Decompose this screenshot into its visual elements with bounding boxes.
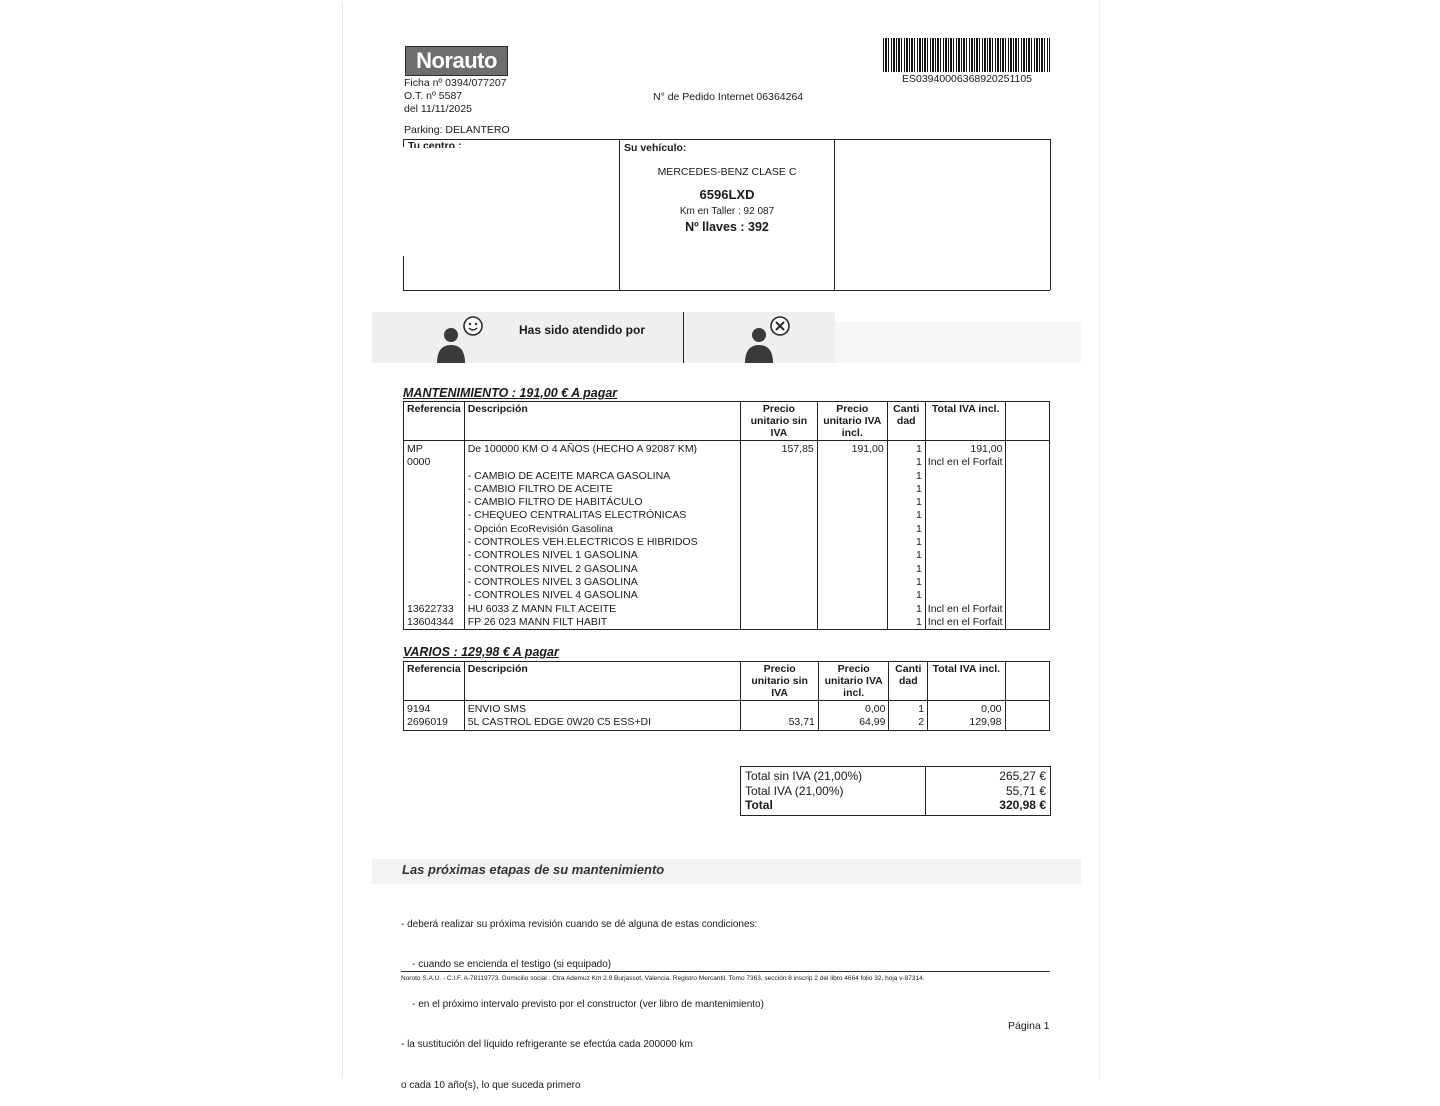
table-row [404, 549, 1050, 562]
cell-empty [1006, 441, 1050, 457]
col-header: Descripción [464, 402, 740, 441]
col-header: Descripción [464, 662, 741, 701]
centro-label: Tu centro : [408, 140, 462, 148]
col-header: Cantidad [887, 402, 925, 441]
mantenimiento-table [403, 401, 1050, 630]
cell-price-sin-iva [741, 483, 818, 496]
table-row [404, 509, 1050, 522]
cell-empty [1006, 536, 1050, 549]
iva-value: 55,71 € [1005, 783, 1046, 798]
legal-footer: Noroto S.A.U. - C.I.F. A-78119773. Domicilio social : Ctra Ademuz Km 2.9 Burjassot, Valencia. Registro Mercantil. Tomo 7363, sección 8 inscrip 2 del libro 4664 folio 32, hoja v-87314. [401, 975, 925, 982]
col-header: Precio unitario IVA incl. [817, 402, 887, 441]
cell-total [925, 576, 1006, 589]
cell-price-sin-iva: 157,85 [741, 441, 818, 457]
col-header: Referencia [404, 402, 465, 441]
cell-reference [404, 589, 465, 602]
cell-reference: 9194 [404, 701, 465, 717]
cell-total: 0,00 [928, 701, 1005, 717]
cell-price-sin-iva [741, 589, 818, 602]
subtotal-value: 265,27 € [999, 769, 1046, 783]
cell-quantity: 1 [887, 549, 925, 562]
cell-total [925, 496, 1006, 509]
varios-table-wrap [403, 661, 1050, 731]
cell-description: - Opción EcoRevisión Gasolina [464, 523, 740, 536]
cell-price-sin-iva [741, 470, 818, 483]
next-steps-line: - la sustitución del líquido refrigerante se efectúa cada 200000 km [401, 1039, 693, 1051]
cell-quantity: 1 [889, 701, 928, 717]
col-header: Total IVA incl. [925, 402, 1006, 441]
ficha-number: Ficha nº 0394/077207 [404, 77, 507, 89]
cell-price-sin-iva [741, 616, 818, 630]
cell-total: 129,98 [928, 716, 1005, 730]
cell-empty [1006, 470, 1050, 483]
cell-price-sin-iva: 53,71 [741, 716, 819, 730]
next-steps-title: Las próximas etapas de su mantenimiento [402, 862, 665, 877]
order-number: N° de Pedido Internet 06364264 [653, 91, 804, 103]
box-divider [403, 139, 404, 147]
cell-price-iva [817, 603, 887, 616]
cell-total [925, 536, 1006, 549]
barcode-icon [883, 38, 1050, 72]
cell-total [925, 523, 1006, 536]
table-row [404, 441, 1050, 457]
col-header: Precio unitario IVA incl. [818, 662, 889, 701]
cell-quantity: 1 [887, 470, 925, 483]
cell-empty [1005, 716, 1049, 730]
attended-label: Has sido atendido por [519, 323, 646, 337]
iva-label: Total IVA (21,00%) [741, 784, 926, 799]
cell-quantity: 1 [887, 483, 925, 496]
cell-reference [404, 496, 465, 509]
cell-total [925, 470, 1006, 483]
cell-price-sin-iva [741, 456, 818, 469]
cell-description: - CAMBIO FILTRO DE ACEITE [464, 483, 740, 496]
cell-description: - CAMBIO FILTRO DE HABITÁCULO [464, 496, 740, 509]
cell-total [925, 509, 1006, 522]
totals-table [740, 766, 1051, 816]
cell-quantity: 1 [887, 563, 925, 576]
cell-total: Incl en el Forfait [925, 603, 1006, 616]
license-plate: 6596LXD [699, 187, 755, 202]
table-row [404, 616, 1050, 630]
col-header: Precio unitario sin IVA [741, 402, 818, 441]
next-steps-line: - en el próximo intervalo previsto por el constructor (ver libro de mantenimiento) [401, 999, 764, 1011]
cell-price-sin-iva [741, 523, 818, 536]
cell-price-iva: 0,00 [818, 701, 889, 717]
cell-description: ENVIO SMS [464, 701, 741, 717]
cell-price-sin-iva [741, 496, 818, 509]
cell-empty [1006, 589, 1050, 602]
cell-empty [1006, 576, 1050, 589]
cell-price-iva: 64,99 [818, 716, 889, 730]
cell-quantity: 1 [887, 616, 925, 630]
box-divider [1050, 139, 1051, 290]
mileage: Km en Taller : 92 087 [679, 206, 775, 217]
cell-reference [404, 536, 465, 549]
cell-empty [1006, 483, 1050, 496]
col-header [1005, 662, 1049, 701]
cell-price-sin-iva [741, 536, 818, 549]
cell-reference [404, 523, 465, 536]
cell-description: - CHEQUEO CENTRALITAS ELECTRÓNICAS [464, 509, 740, 522]
cell-price-sin-iva [741, 603, 818, 616]
mantenimiento-title: MANTENIMIENTO : 191,00 € A pagar [403, 386, 618, 400]
table-row [404, 483, 1050, 496]
totals-box-wrap [740, 766, 1051, 816]
cell-empty [1006, 523, 1050, 536]
cell-description: - CONTROLES NIVEL 3 GASOLINA [464, 576, 740, 589]
col-header [1006, 402, 1050, 441]
cell-reference: 0000 [404, 456, 465, 469]
cell-price-iva [817, 616, 887, 630]
cell-reference: 13604344 [404, 616, 465, 630]
attended-divider [683, 312, 684, 363]
cell-empty [1005, 701, 1049, 717]
cell-description: - CAMBIO DE ACEITE MARCA GASOLINA [464, 470, 740, 483]
cell-empty [1006, 496, 1050, 509]
table-row [404, 716, 1050, 730]
col-header: Cantidad [889, 662, 928, 701]
col-header: Precio unitario sin IVA [741, 662, 819, 701]
cell-reference: MP [404, 441, 465, 457]
cell-description: - CONTROLES VEH.ELECTRICOS E HIBRIDOS [464, 536, 740, 549]
keys-number: Nº llaves : 392 [685, 220, 769, 234]
cell-empty [1006, 563, 1050, 576]
table-row [404, 470, 1050, 483]
page-number: Página 1 [1008, 1020, 1050, 1032]
cell-quantity: 1 [887, 509, 925, 522]
box-divider [834, 139, 835, 290]
cell-price-sin-iva [741, 701, 819, 717]
cell-total: 191,00 [925, 441, 1006, 457]
cell-reference [404, 470, 465, 483]
cell-quantity: 1 [887, 496, 925, 509]
cell-reference: 13622733 [404, 603, 465, 616]
table-row [404, 563, 1050, 576]
cell-quantity: 1 [887, 576, 925, 589]
cell-total [925, 563, 1006, 576]
cell-price-iva [817, 496, 887, 509]
barcode-number: ES03940006368920251105 [902, 73, 1033, 85]
mantenimiento-table-wrap [403, 401, 1050, 630]
cell-empty [1006, 549, 1050, 562]
cell-quantity: 1 [887, 441, 925, 457]
varios-table [403, 661, 1050, 731]
norauto-logo: Norauto [405, 46, 508, 76]
cell-price-iva [817, 456, 887, 469]
cell-price-sin-iva [741, 509, 818, 522]
cell-reference: 2696019 [404, 716, 465, 730]
cell-empty [1006, 509, 1050, 522]
cell-price-sin-iva [741, 549, 818, 562]
table-row [404, 523, 1050, 536]
cell-price-iva [817, 549, 887, 562]
cell-total: Incl en el Forfait [925, 456, 1006, 469]
varios-title: VARIOS : 129,98 € A pagar [403, 645, 559, 659]
subtotal-label: Total sin IVA (21,00%) [741, 767, 926, 784]
vehiculo-label: Su vehículo: [624, 142, 687, 154]
cell-description [464, 456, 740, 469]
cell-empty [1006, 456, 1050, 469]
footer-divider [401, 971, 1050, 972]
cell-price-iva [817, 589, 887, 602]
cell-description: HU 6033 Z MANN FILT ACEITE [464, 603, 740, 616]
cell-reference [404, 509, 465, 522]
col-header: Referencia [404, 662, 465, 701]
table-row [404, 536, 1050, 549]
cell-total [925, 589, 1006, 602]
cell-description: FP 26 023 MANN FILT HABIT [464, 616, 740, 630]
parking-info: Parking: DELANTERO [404, 124, 510, 136]
cell-price-iva: 191,00 [817, 441, 887, 457]
cell-price-sin-iva [741, 563, 818, 576]
cell-quantity: 2 [889, 716, 928, 730]
cell-total [925, 549, 1006, 562]
total-label: Total [741, 798, 926, 815]
cell-description: - CONTROLES NIVEL 1 GASOLINA [464, 549, 740, 562]
table-row [404, 603, 1050, 616]
ot-number: O.T. nº 5587 [404, 90, 463, 102]
cell-empty [1006, 603, 1050, 616]
cell-price-iva [817, 536, 887, 549]
next-steps-text [401, 891, 764, 1106]
cell-price-sin-iva [741, 576, 818, 589]
cell-quantity: 1 [887, 456, 925, 469]
vehicle-model: MERCEDES-BENZ CLASE C [657, 166, 797, 178]
cell-description: - CONTROLES NIVEL 4 GASOLINA [464, 589, 740, 602]
table-row [404, 496, 1050, 509]
cell-description: De 100000 KM O 4 AÑOS (HECHO A 92087 KM) [464, 441, 740, 457]
cell-quantity: 1 [887, 523, 925, 536]
cell-total [925, 483, 1006, 496]
cell-empty [1006, 616, 1050, 630]
next-steps-line: - cuando se encienda el testigo (si equipado) [401, 959, 612, 971]
cell-description: - CONTROLES NIVEL 2 GASOLINA [464, 563, 740, 576]
cell-reference [404, 576, 465, 589]
unknown-person-icon [742, 315, 792, 368]
table-row [404, 701, 1050, 717]
cell-price-iva [817, 509, 887, 522]
cell-reference [404, 549, 465, 562]
cell-total: Incl en el Forfait [925, 616, 1006, 630]
next-steps-line: - deberá realizar su próxima revisión cuando se dé alguna de estas condiciones: [401, 918, 758, 930]
cell-quantity: 1 [887, 589, 925, 602]
attended-band-blank [835, 322, 1081, 363]
cell-price-iva [817, 470, 887, 483]
col-header: Total IVA incl. [928, 662, 1005, 701]
cell-price-iva [817, 576, 887, 589]
cell-quantity: 1 [887, 536, 925, 549]
cell-price-iva [817, 563, 887, 576]
cell-quantity: 1 [887, 603, 925, 616]
table-row [404, 456, 1050, 469]
cell-description: 5L CASTROL EDGE 0W20 C5 ESS+DI [464, 716, 741, 730]
total-value: 320,98 € [999, 798, 1046, 812]
cell-reference [404, 563, 465, 576]
cell-reference [404, 483, 465, 496]
next-steps-line: o cada 10 año(s), lo que suceda primero [401, 1079, 581, 1091]
happy-person-icon [436, 315, 486, 368]
box-divider [403, 256, 404, 290]
cell-price-iva [817, 523, 887, 536]
table-row [404, 589, 1050, 602]
document-date: del 11/11/2025 [404, 103, 472, 115]
table-row [404, 576, 1050, 589]
cell-price-iva [817, 483, 887, 496]
